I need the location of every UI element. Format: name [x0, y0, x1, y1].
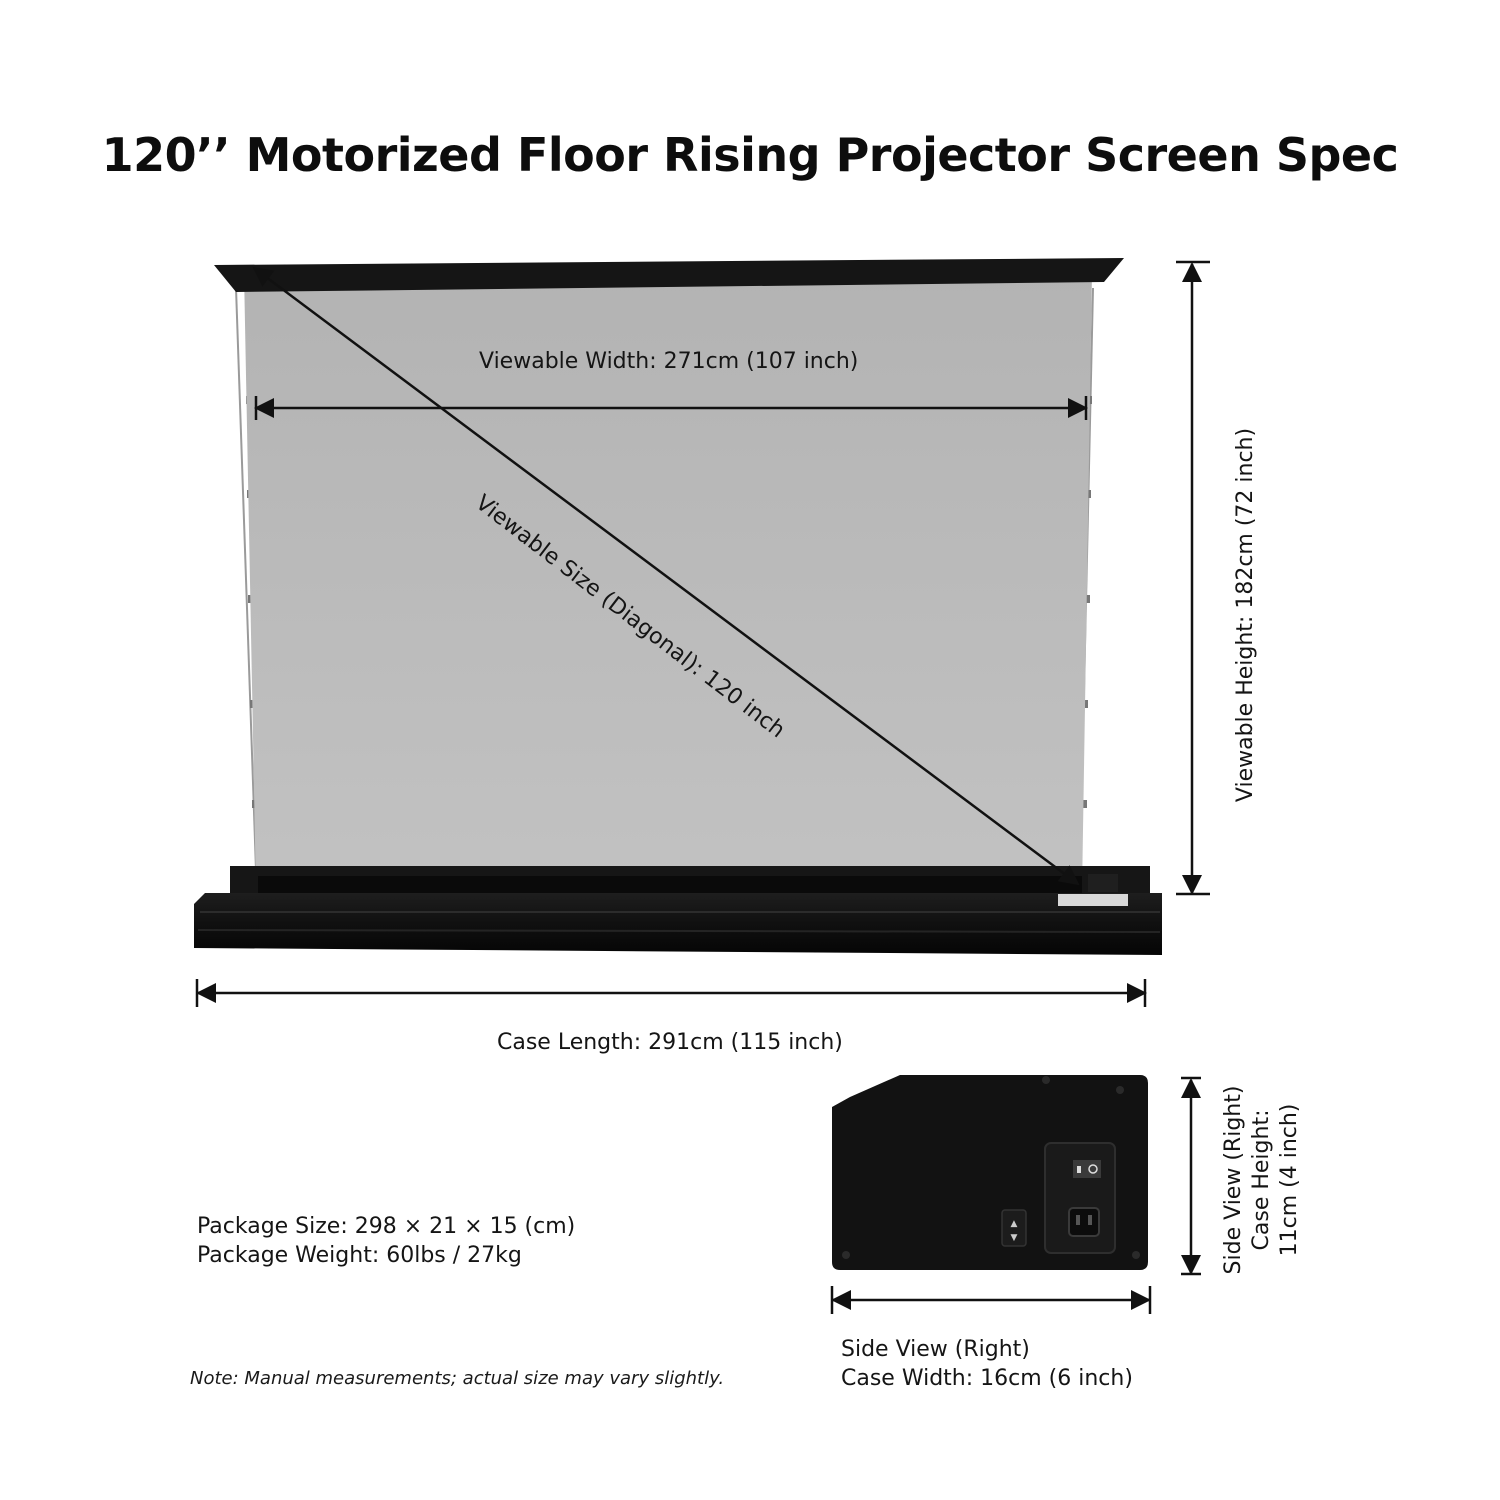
case-slot	[258, 876, 1082, 893]
case-side-view	[832, 1075, 1148, 1270]
case-height-label	[1221, 1086, 1302, 1275]
case-height-label-line2: Case Height:	[1249, 1109, 1274, 1251]
svg-text:▲: ▲	[1010, 1219, 1018, 1229]
viewable-width-label: Viewable Width: 271cm (107 inch)	[479, 349, 859, 374]
case-end-cap	[1088, 874, 1118, 892]
svg-text:▼: ▼	[1010, 1233, 1018, 1243]
case-length-label: Case Length: 291cm (115 inch)	[497, 1030, 843, 1055]
viewable-diagonal-label: Viewable Size (Diagonal): 120 inch	[470, 490, 790, 744]
case-label-sticker	[1058, 894, 1128, 906]
measurement-note: Note: Manual measurements; actual size may vary slightly.	[190, 1368, 725, 1389]
case-width-label-line2: Case Width: 16cm (6 inch)	[841, 1366, 1133, 1391]
case-height-label-line3: 11cm (4 inch)	[1277, 1103, 1302, 1257]
package-weight-label: Package Weight: 60lbs / 27kg	[197, 1243, 522, 1268]
package-size-label: Package Size: 298 × 21 × 15 (cm)	[197, 1214, 576, 1239]
viewable-height-label: Viewable Height: 182cm (72 inch)	[1233, 427, 1258, 803]
floor-case	[194, 893, 1162, 955]
page-title: 120’’ Motorized Floor Rising Projector Screen Spec	[101, 128, 1399, 182]
case-height-label-line1: Side View (Right)	[1221, 1085, 1246, 1275]
case-width-label-line1: Side View (Right)	[841, 1337, 1030, 1362]
power-socket	[1069, 1208, 1099, 1236]
